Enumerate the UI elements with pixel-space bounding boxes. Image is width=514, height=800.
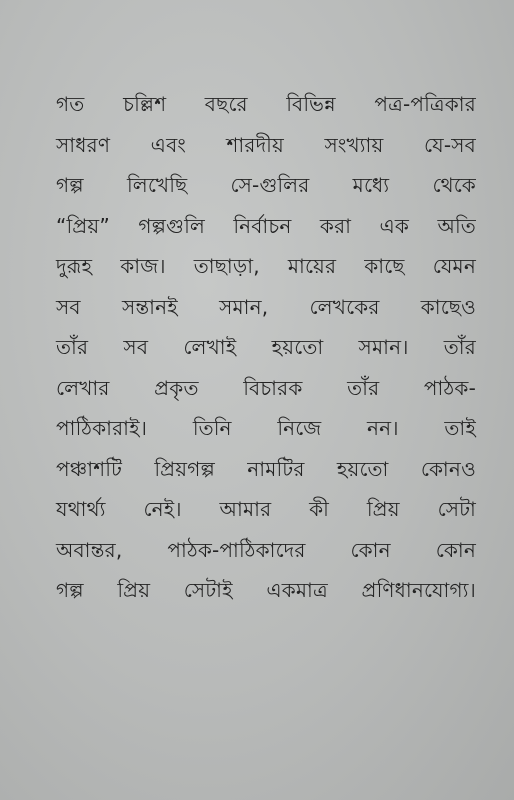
text-line: লেখার প্রকৃত বিচারক তাঁর পাঠক- — [56, 375, 476, 400]
text-line: “প্রিয়” গল্পগুলি নির্বাচন করা এক অতি — [56, 213, 476, 238]
text-line: সব সন্তানই সমান, লেখকের কাছেও — [56, 294, 476, 319]
text-line: গল্প প্রিয় সেটাই একমাত্র প্রণিধানযোগ্য। — [56, 578, 476, 602]
text-line: গল্প লিখেছি সে-গুলির মধ্যে থেকে — [56, 173, 476, 197]
body-paragraph — [56, 84, 476, 611]
text-line: যথার্থ্য নেই। আমার কী প্রিয় সেটা — [56, 497, 476, 521]
text-line: তাঁর সব লেখাই হয়তো সমান। তাঁর — [56, 335, 476, 359]
text-line: গত চল্লিশ বছরে বিভিন্ন পত্র-পত্রিকার — [56, 92, 476, 116]
text-line: সাধরণ এবং শারদীয় সংখ্যায় যে-সব — [56, 132, 476, 157]
text-line: পাঠিকারাই। তিনি নিজে নন। তাই — [56, 416, 476, 440]
text-line: পঞ্চাশটি প্রিয়গল্প নামটির হয়তো কোনও — [56, 456, 476, 481]
text-line: দুরূহ কাজ। তাছাড়া, মায়ের কাছে যেমন — [56, 254, 476, 278]
text-line: অবান্তর, পাঠক-পাঠিকাদের কোন কোন — [56, 537, 476, 562]
